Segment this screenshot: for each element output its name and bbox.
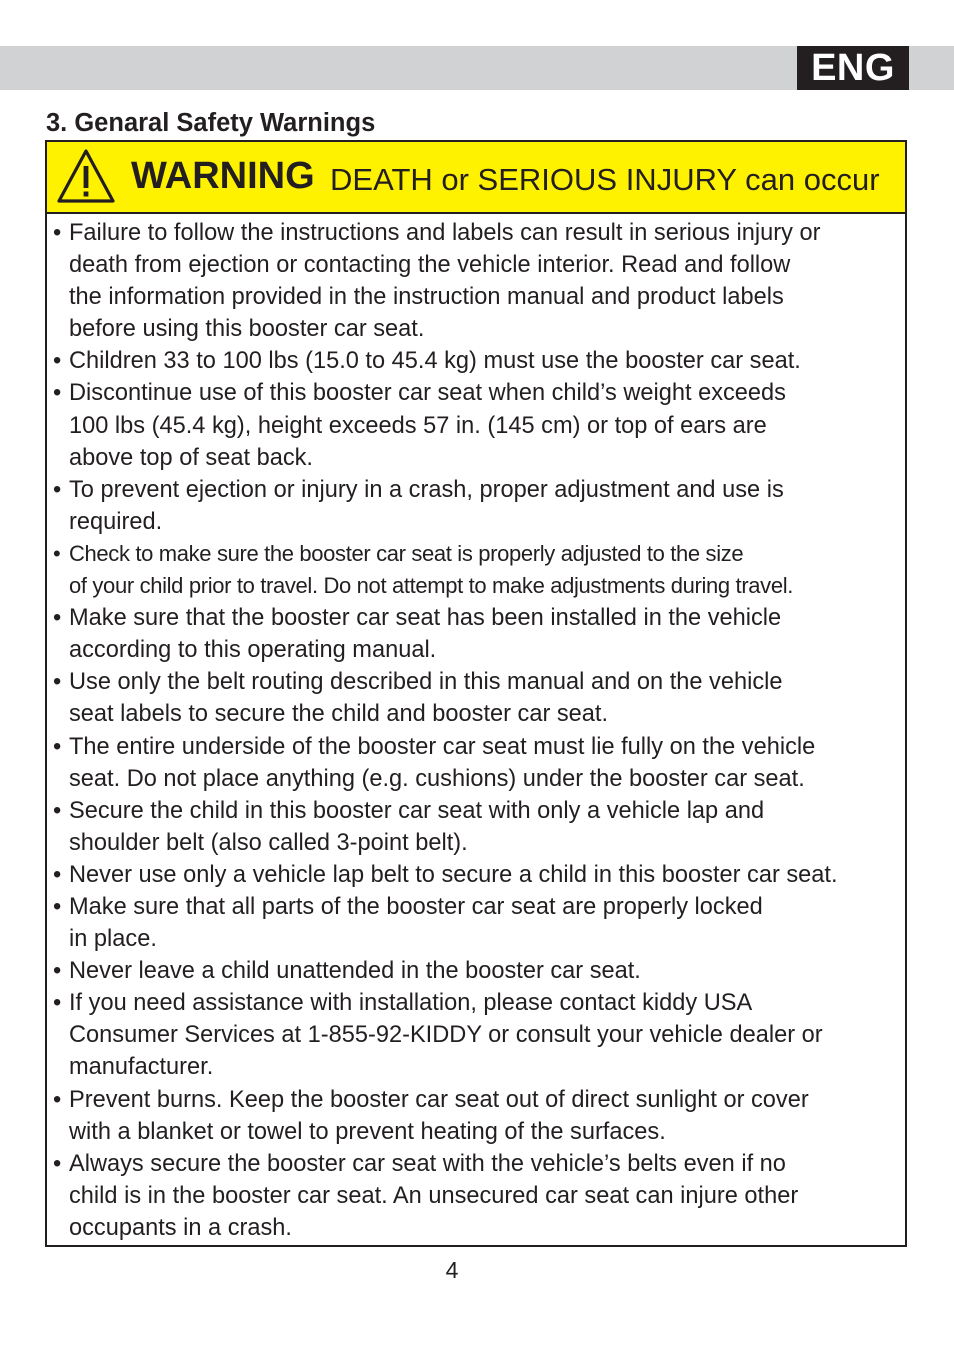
warning-line: Make sure that the booster car seat has been installed in the vehicle [69,605,782,632]
warning-header [47,142,905,214]
warning-line: before using this booster car seat. [69,316,425,343]
warning-line: If you need assistance with installation, please contact kiddy USA [69,990,753,1017]
warning-line: above top of seat back. [69,444,313,471]
warning-subtitle: DEATH or SERIOUS INJURY can occur [330,162,880,197]
warning-line: manufacturer. [69,1054,214,1081]
language-badge: ENG [797,46,909,90]
warning-item [53,1084,905,1148]
warning-item [53,1148,905,1244]
bullet-icon: • [53,990,62,1017]
warning-item [53,602,905,666]
bullet-icon: • [53,380,62,407]
warning-line: Never leave a child unattended in the booster car seat. [69,958,641,985]
bullet-icon: • [53,1150,62,1177]
warning-item [53,955,905,987]
warning-line: seat labels to secure the child and booster car seat. [69,701,609,728]
warning-line: occupants in a crash. [69,1214,292,1241]
warning-line: the information provided in the instruction manual and product labels [69,284,784,311]
bullet-icon: • [53,1086,62,1113]
warning-list [53,217,905,1244]
bullet-icon: • [53,797,62,824]
warning-item [53,377,905,473]
warning-item [53,987,905,1083]
warning-triangle-icon [55,147,117,205]
warning-line: Prevent burns. Keep the booster car seat out of direct sunlight or cover [69,1086,809,1113]
warning-item [53,795,905,859]
warning-item [53,891,905,955]
warning-line: Use only the belt routing described in this manual and on the vehicle [69,669,783,696]
warning-line: according to this operating manual. [69,637,437,664]
warning-title: WARNING [131,155,315,197]
warning-line: The entire underside of the booster car seat must lie fully on the vehicle [69,733,816,760]
bullet-icon: • [53,893,62,920]
warning-line: in place. [69,926,157,953]
warning-item [53,538,905,602]
warning-line: of your child prior to travel. Do not attempt to make adjustments during travel. [69,573,794,599]
section-title: 3. Genaral Safety Warnings [46,109,376,137]
warning-item [53,731,905,795]
warning-line: To prevent ejection or injury in a crash, proper adjustment and use is [69,476,784,503]
bullet-icon: • [53,348,62,375]
warning-line: Failure to follow the instructions and labels can result in serious injury or [69,220,821,246]
warning-line: Consumer Services at 1-855-92-KIDDY or consult your vehicle dealer or [69,1022,823,1049]
warning-line: Always secure the booster car seat with the vehicle’s belts even if no [69,1150,786,1177]
warning-line: Discontinue use of this booster car seat when child’s weight exceeds [69,380,786,407]
bullet-icon: • [53,669,62,696]
warning-box [45,140,907,1247]
warning-line: shoulder belt (also called 3-point belt). [69,829,468,856]
warning-line: with a blanket or towel to prevent heating of the surfaces. [69,1118,666,1145]
bullet-icon: • [53,476,62,503]
warning-line: required. [69,508,163,535]
warning-line: 100 lbs (45.4 kg), height exceeds 57 in. (145 cm) or top of ears are [69,412,767,439]
warning-item [53,345,905,377]
warning-item [53,474,905,538]
page-number: 4 [445,1257,459,1283]
bullet-icon: • [53,733,62,760]
warning-item [53,666,905,730]
warning-line: death from ejection or contacting the vehicle interior. Read and follow [69,252,791,279]
warning-item [53,859,905,891]
warning-line: Check to make sure the booster car seat is properly adjusted to the size [69,540,744,566]
warning-item [53,217,905,345]
bullet-icon: • [53,958,62,985]
bullet-icon: • [53,540,61,566]
warning-line: seat. Do not place anything (e.g. cushions) under the booster car seat. [69,765,805,792]
warning-line: Children 33 to 100 lbs (15.0 to 45.4 kg) must use the booster car seat. [69,348,801,375]
warning-line: Never use only a vehicle lap belt to secure a child in this booster car seat. [69,861,838,888]
bullet-icon: • [53,605,62,632]
bullet-icon: • [53,220,62,246]
warning-line: Secure the child in this booster car seat with only a vehicle lap and [69,797,765,824]
warning-line: Make sure that all parts of the booster car seat are properly locked [69,893,763,920]
bullet-icon: • [53,861,62,888]
warning-line: child is in the booster car seat. An unsecured car seat can injure other [69,1182,799,1209]
